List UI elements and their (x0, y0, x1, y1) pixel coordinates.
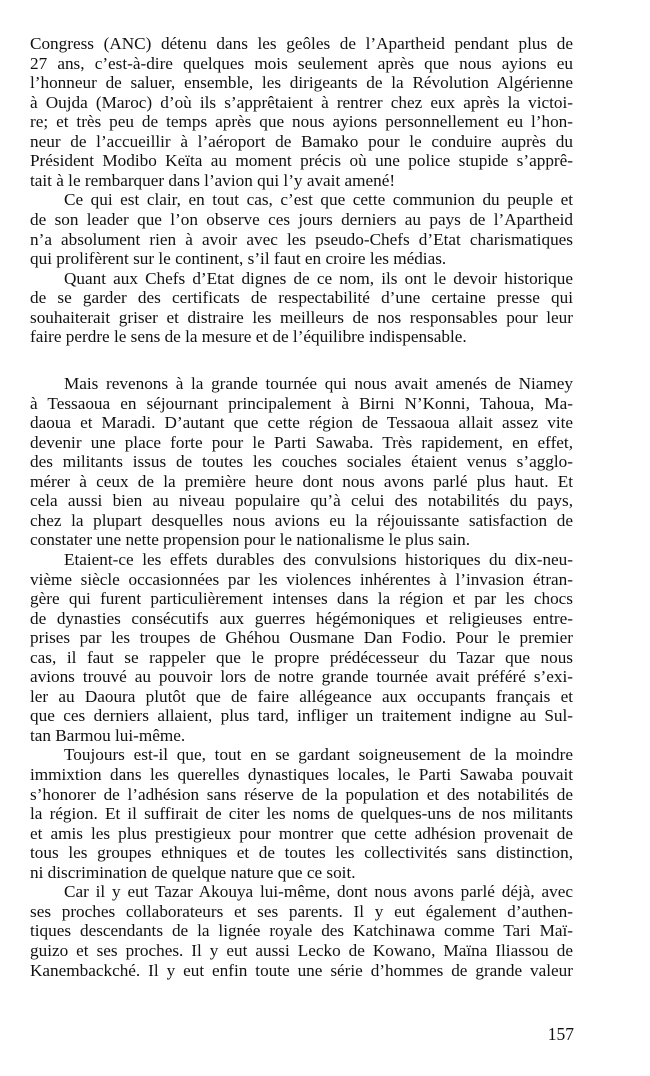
text-line: immixtion dans les querelles dynastiques locales, le Parti Sawaba pouvait (30, 765, 573, 784)
text-line: la région. Et il suffirait de citer les noms de quelques-uns de nos militants (30, 804, 573, 824)
text-line: ni discrimination de quelque nature que ce soit. (30, 862, 356, 882)
text-line: tait à le rembarquer dans l’avion qui l’y avait amené! (30, 170, 396, 190)
text-line: gère qui furent particulièrement intenses dans la région et par les chocs (30, 589, 573, 609)
text-line: faire perdre le sens de la mesure et de l’équilibre indispensable. (30, 327, 467, 347)
paragraph-first-line: Car il y eut Tazar Akouya lui-même, dont nous avons parlé déjà, avec (64, 882, 573, 902)
text-line: à Oujda (Maroc) d’où ils s’apprêtaient à rentrer chez eux après la victoi- (30, 92, 573, 112)
text-line: vième siècle occasionnées par les violences inhérentes à l’invasion étran- (30, 569, 573, 589)
text-line: devenir une place forte pour le Parti Sawaba. Très rapidement, en effet, (30, 432, 573, 452)
text-line: neur de l’accueillir à l’aéroport de Bamako pour le conduire auprès du (30, 131, 573, 151)
text-line: chez la plupart desquelles nous avions eu la réjouissante satisfaction de (30, 510, 573, 530)
text-line: de se garder des certificats de respectabilité d’une certaine presse qui (30, 288, 573, 308)
text-line: des militants issus de toutes les couches sociales étaient venus s’agglo- (30, 452, 573, 472)
paragraph-first-line: Etaient-ce les effets durables des convulsions historiques du dix-neu- (64, 549, 573, 569)
text-line: ler au Daoura plutôt que de faire allégeance aux occupants français et (30, 686, 573, 706)
paragraph-first-line: Toujours est-il que, tout en se gardant soigneusement de la moindre (64, 745, 573, 765)
text-line: 27 ans, c’est-à-dire quelques mois seulement après que nous ayions eu (30, 53, 573, 73)
text-line: de dynasties consécutifs aux guerres hégémoniques et religieuses entre- (30, 608, 573, 628)
text-line: prises par les troupes de Ghéhou Ousmane Dan Fodio. Pour le premier (30, 628, 573, 648)
text-line: Président Modibo Keïta au moment précis où une police stupide s’apprê- (30, 151, 573, 171)
text-line: daoua et Maradi. D’autant que cette région de Tessaoua allait assez vite (30, 413, 573, 433)
text-line: cas, il faut se rappeler que le propre prédécesseur du Tazar que nous (30, 647, 573, 667)
paragraph-first-line: Quant aux Chefs d’Etat dignes de ce nom, ils ont le devoir historique (64, 268, 573, 288)
text-line: tan Barmou lui-même. (30, 725, 186, 745)
text-line: tous les groupes ethniques et de toutes les collectivités sans distinction, (30, 843, 573, 863)
text-line: n’a absolument rien à avoir avec les pseudo-Chefs d’Etat charismatiques (30, 229, 573, 249)
text-line: et amis les plus prestigieux pour montrer que cette adhésion provenait de (30, 823, 573, 843)
text-line: avions trouvé au pouvoir lors de notre grande tournée avait préféré s’exi- (30, 667, 573, 687)
text-line: cela aussi bien au niveau populaire qu’à celui des notabilités du pays, (30, 491, 573, 511)
text-line: que ces derniers allaient, plus tard, infliger un traitement indigne au Sul- (30, 706, 573, 726)
text-line: s’honorer de l’adhésion sans réserve de la population et des notabilités de (30, 784, 573, 804)
text-line: l’honneur de saluer, ensemble, les dirigeants de la Révolution Algérienne (30, 73, 573, 93)
text-line: Kanembackché. Il y eut enfin toute une série d’hommes de grande valeur (30, 960, 573, 980)
text-line: de son leader que l’on observe ces jours derniers au pays de l’Apartheid (30, 209, 573, 229)
text-line: à Tessaoua en séjournant principalement à Birni N’Konni, Tahoua, Ma- (30, 393, 573, 413)
paragraph-first-line: Ce qui est clair, en tout cas, c’est que cette communion du peuple et (64, 190, 573, 210)
paragraph-first-line: Mais revenons à la grande tournée qui nous avait amenés de Niamey (64, 374, 573, 393)
text-line: qui prolifèrent sur le continent, s’il faut en croire les médias. (30, 249, 447, 269)
text-line: Congress (ANC) détenu dans les geôles de l’Apartheid pendant plus de (30, 34, 573, 53)
text-line: souhaiterait griser et distraire les meilleurs de nos responsables pour leur (30, 307, 573, 327)
text-line: tiques descendants de la lignée royale des Katchinawa comme Tari Maï- (30, 921, 573, 941)
page-number: 157 (547, 1024, 574, 1044)
text-line: re; et très peu de temps après que nous ayions personnellement eu l’hon- (30, 112, 573, 132)
text-line: constater une nette propension pour le nationalisme le plus sain. (30, 530, 471, 550)
text-line: guizo et ses proches. Il y eut aussi Lecko de Kowano, Maïna Iliassou de (30, 940, 573, 960)
text-line: mérer à ceux de la première heure dont nous avons parlé plus haut. Et (30, 471, 573, 491)
text-line: ses proches collaborateurs et ses parents. Il y eut également d’authen- (30, 901, 573, 921)
